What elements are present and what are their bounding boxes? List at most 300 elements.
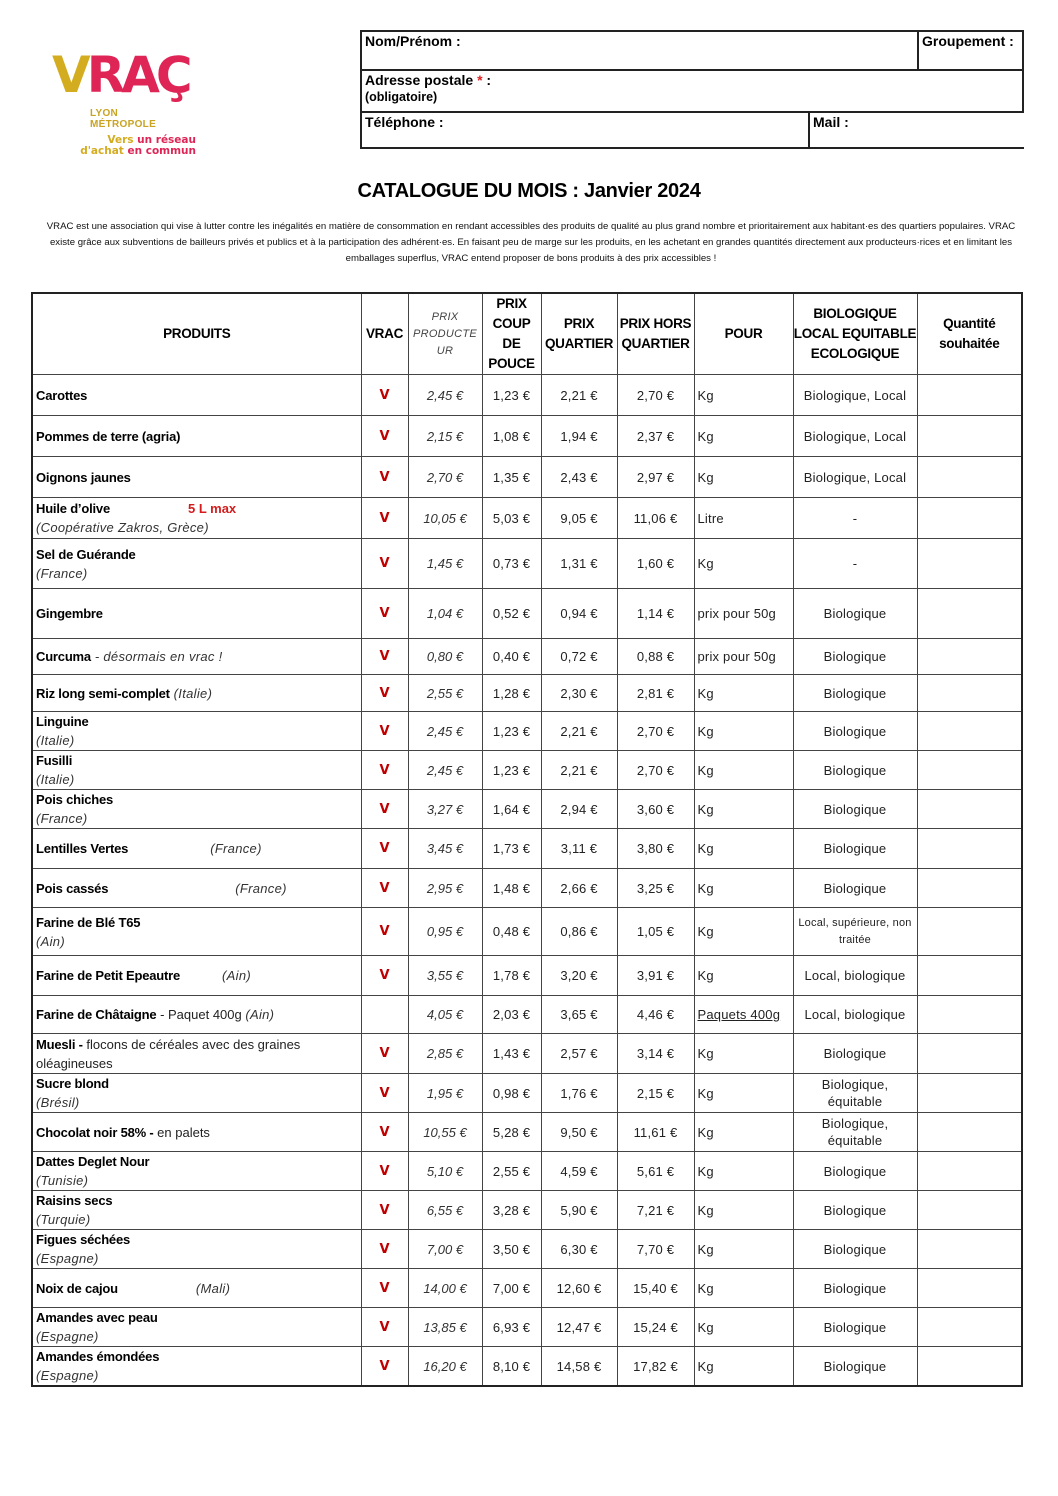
product-origin-inline: (Ain) [222,968,251,983]
prix-quartier: 4,59 € [541,1152,617,1191]
prix-quartier: 2,21 € [541,751,617,790]
product-cell [32,869,361,908]
prix-coup-de-pouce: 0,98 € [482,1074,541,1113]
prix-hors-quartier: 15,40 € [617,1269,694,1308]
product-origin-inline: (France) [210,841,262,856]
product-origin-inline: - désormais en vrac ! [90,649,223,664]
prix-coup-de-pouce: 1,28 € [482,675,541,712]
product-cell [32,1074,361,1113]
product-origin: (Turquie) [36,1212,91,1227]
product-name: Carottes [36,387,88,403]
prix-hors-quartier: 1,05 € [617,908,694,956]
product-name: Sucre blond [36,1076,109,1091]
nom-prenom-field[interactable] [362,32,919,69]
prix-producteur: 2,45 € [408,751,482,790]
product-name: Dattes Deglet Nour [36,1154,150,1169]
unit: Kg [694,751,793,790]
vrac-mark-icon: V [361,1113,408,1152]
product-cell [32,416,361,457]
product-cell [32,375,361,416]
product-labels: Biologique [793,751,917,790]
quantity-input[interactable] [917,1034,1022,1074]
product-cell [32,751,361,790]
unit: Kg [694,1113,793,1152]
prix-producteur: 7,00 € [408,1230,482,1269]
product-origin: (Espagne) [36,1329,99,1344]
header-prix-quartier: PRIX QUARTIER [541,293,617,375]
adresse-label: Adresse postale [365,72,478,88]
vrac-mark-icon: V [361,1269,408,1308]
product-name: Pois cassés [36,880,109,896]
table-row [32,416,1022,457]
product-cell [32,1230,361,1269]
table-row [32,675,1022,712]
prix-quartier: 3,11 € [541,829,617,869]
vrac-mark-icon [361,996,408,1034]
unit: Kg [694,869,793,908]
header-prix-hors-quartier: PRIX HORS QUARTIER [617,293,694,375]
quantity-input[interactable] [917,589,1022,639]
unit: Kg [694,829,793,869]
quantity-input[interactable] [917,416,1022,457]
vrac-mark-icon: V [361,416,408,457]
product-origin-inline: (France) [235,880,287,896]
product-cell [32,498,361,539]
prix-producteur: 2,45 € [408,375,482,416]
prix-producteur: 0,95 € [408,908,482,956]
product-name: Amandes émondées [36,1349,160,1364]
product-labels: Biologique [793,1034,917,1074]
intro-paragraph: VRAC est une association qui vise à lutter contre les inégalités en matière de consommation en rendant accessibles des produits de qualité au plus grand nombre et prioritairement aux habitant·es des quartiers populaires. VRAC existe grâce aux subventions de bailleurs privés et publics et à la participation des adhérent·es. En faisant peu de marge sur les produits, en les achetant en grandes quantités directement aux producteurs·rices et en limitant les emballages superflus, VRAC entend proposer de bons produits à des prix accessibles ! [46,221,1016,264]
vrac-mark-icon: V [361,869,408,908]
table-row [32,790,1022,829]
product-cell [32,457,361,498]
logo-letters-ra: RA [86,46,156,104]
product-cell [32,1347,361,1387]
quantity-input[interactable] [917,1230,1022,1269]
product-labels: Biologique, Local [793,416,917,457]
prix-hors-quartier: 7,70 € [617,1230,694,1269]
product-labels: Biologique, Local [793,375,917,416]
table-row [32,375,1022,416]
vrac-mark-icon: V [361,1230,408,1269]
vrac-mark-icon: V [361,956,408,996]
prix-hors-quartier: 2,81 € [617,675,694,712]
prix-coup-de-pouce: 8,10 € [482,1347,541,1387]
prix-coup-de-pouce: 1,35 € [482,457,541,498]
quantity-input[interactable] [917,751,1022,790]
prix-coup-de-pouce: 2,03 € [482,996,541,1034]
table-row [32,639,1022,675]
vrac-mark-icon: V [361,589,408,639]
prix-coup-de-pouce: 1,23 € [482,712,541,751]
prix-hors-quartier: 3,80 € [617,829,694,869]
quantity-input[interactable] [917,498,1022,539]
product-cell [32,639,361,675]
product-cell [32,956,361,996]
prix-coup-de-pouce: 1,43 € [482,1034,541,1074]
product-cell [32,1113,361,1152]
prix-hors-quartier: 3,14 € [617,1034,694,1074]
table-header-row [32,293,1022,375]
product-cell [32,675,361,712]
table-row [32,869,1022,908]
prix-coup-de-pouce: 5,28 € [482,1113,541,1152]
product-labels: - [793,498,917,539]
quantity-input[interactable] [917,1191,1022,1230]
product-name: Gingembre [36,606,103,621]
vrac-mark-icon: V [361,639,408,675]
prix-hors-quartier: 1,60 € [617,539,694,589]
prix-quartier: 9,50 € [541,1113,617,1152]
prix-producteur: 5,10 € [408,1152,482,1191]
vrac-logo [52,46,202,162]
table-row [32,1230,1022,1269]
prix-producteur: 2,45 € [408,712,482,751]
unit: Kg [694,1152,793,1191]
unit: Kg [694,539,793,589]
table-row [32,829,1022,869]
telephone-field[interactable] [362,113,810,147]
quantity-input[interactable] [917,675,1022,712]
groupement-field[interactable] [919,32,1022,69]
product-name: Chocolat noir 58% - [36,1124,154,1140]
prix-quartier: 14,58 € [541,1347,617,1387]
vrac-mark-icon: V [361,498,408,539]
unit: Kg [694,675,793,712]
product-name: Sel de Guérande [36,546,136,562]
prix-quartier: 5,90 € [541,1191,617,1230]
prix-coup-de-pouce: 5,03 € [482,498,541,539]
prix-coup-de-pouce: 6,93 € [482,1308,541,1347]
product-origin: (Ain) [36,933,65,949]
prix-producteur: 6,55 € [408,1191,482,1230]
unit: Kg [694,1034,793,1074]
prix-producteur: 0,80 € [408,639,482,675]
product-labels: Biologique [793,1308,917,1347]
product-cell [32,1269,361,1308]
prix-producteur: 1,04 € [408,589,482,639]
unit: Kg [694,1074,793,1113]
prix-producteur: 3,55 € [408,956,482,996]
unit: Kg [694,712,793,751]
product-cell [32,1152,361,1191]
logo-lyon: LYON [90,108,119,119]
adresse-colon: : [482,72,492,88]
unit: Kg [694,908,793,956]
catalogue-table [31,292,1023,1387]
product-origin: (Brésil) [36,1095,80,1110]
prix-producteur: 2,85 € [408,1034,482,1074]
product-origin: (Espagne) [36,1251,99,1266]
product-name: Huile d’olive [36,501,110,516]
prix-coup-de-pouce: 1,23 € [482,751,541,790]
prix-coup-de-pouce: 1,78 € [482,956,541,996]
product-name: Muesli - [36,1036,83,1052]
vrac-mark-icon: V [361,908,408,956]
quantity-input[interactable] [917,1113,1022,1152]
logo-letter-v: V [52,46,87,104]
product-origin-inline: (Mali) [195,1280,231,1296]
prix-quartier: 0,94 € [541,589,617,639]
prix-hors-quartier: 11,06 € [617,498,694,539]
prix-quartier: 2,21 € [541,712,617,751]
product-origin: (Tunisie) [36,1173,89,1188]
header-labels: BIOLOGIQUE LOCAL EQUITABLE ECOLOGIQUE [793,293,917,375]
product-labels: Biologique [793,1269,917,1308]
quantity-input[interactable] [917,457,1022,498]
prix-producteur: 10,05 € [408,498,482,539]
prix-quartier: 0,86 € [541,908,617,956]
prix-hors-quartier: 2,70 € [617,712,694,751]
prix-coup-de-pouce: 0,73 € [482,539,541,589]
unit: Kg [694,790,793,829]
table-row [32,1113,1022,1152]
product-labels: Biologique [793,1347,917,1387]
table-row [32,1308,1022,1347]
prix-quartier: 1,76 € [541,1074,617,1113]
vrac-mark-icon: V [361,1152,408,1191]
unit: Kg [694,1269,793,1308]
quantity-input[interactable] [917,829,1022,869]
quantity-input[interactable] [917,956,1022,996]
prix-quartier: 9,05 € [541,498,617,539]
header-vrac: VRAC [361,293,408,375]
form-row-contact [360,113,1024,149]
quantity-input[interactable] [917,790,1022,829]
unit: Paquets 400g [694,996,793,1034]
product-labels: Biologique [793,639,917,675]
quantity-input[interactable] [917,1074,1022,1113]
prix-coup-de-pouce: 0,40 € [482,639,541,675]
prix-quartier: 2,66 € [541,869,617,908]
form-row-address [360,71,1024,113]
unit: Kg [694,956,793,996]
prix-hors-quartier: 3,25 € [617,869,694,908]
table-row [32,589,1022,639]
product-labels: Biologique, équitable [793,1074,917,1113]
product-labels: Biologique [793,712,917,751]
product-name: Pois chiches [36,792,114,807]
prix-producteur: 13,85 € [408,1308,482,1347]
vrac-mark-icon: V [361,712,408,751]
prix-hors-quartier: 2,97 € [617,457,694,498]
prix-quartier: 2,94 € [541,790,617,829]
table-row [32,908,1022,956]
quantity-input[interactable] [917,1347,1022,1387]
logo-letter-c: Ç [155,46,189,104]
quantity-input[interactable] [917,869,1022,908]
product-cell [32,1191,361,1230]
prix-producteur: 3,45 € [408,829,482,869]
tagline-part: Vers [107,134,138,146]
adresse-required-note: (obligatoire) [365,90,438,104]
table-row [32,1074,1022,1113]
prix-quartier: 2,30 € [541,675,617,712]
vrac-mark-icon: V [361,1347,408,1387]
vrac-mark-icon: V [361,1191,408,1230]
unit: Kg [694,1191,793,1230]
prix-coup-de-pouce: 1,08 € [482,416,541,457]
prix-coup-de-pouce: 3,50 € [482,1230,541,1269]
prix-producteur: 3,27 € [408,790,482,829]
prix-hors-quartier: 3,60 € [617,790,694,829]
product-labels: Local, biologique [793,996,917,1034]
prix-quartier: 1,31 € [541,539,617,589]
vrac-mark-icon: V [361,375,408,416]
prix-producteur: 4,05 € [408,996,482,1034]
prix-coup-de-pouce: 0,52 € [482,589,541,639]
vrac-mark-icon: V [361,751,408,790]
table-row [32,498,1022,539]
product-labels: Biologique [793,675,917,712]
quantity-input[interactable] [917,639,1022,675]
prix-producteur: 2,70 € [408,457,482,498]
prix-quartier: 0,72 € [541,639,617,675]
prix-coup-de-pouce: 0,48 € [482,908,541,956]
vrac-mark-icon: V [361,1034,408,1074]
mail-field[interactable] [810,113,1024,147]
unit: Kg [694,1347,793,1387]
product-labels: Biologique, équitable [793,1113,917,1152]
quantity-input[interactable] [917,908,1022,956]
quantity-input[interactable] [917,375,1022,416]
quantity-input[interactable] [917,1152,1022,1191]
product-cell [32,589,361,639]
quantity-input[interactable] [917,1269,1022,1308]
vrac-mark-icon: V [361,1074,408,1113]
product-name: Noix de cajou [36,1280,118,1296]
quantity-input[interactable] [917,712,1022,751]
table-row [32,956,1022,996]
prix-quartier: 12,47 € [541,1308,617,1347]
mail-label: Mail : [813,114,849,130]
prix-coup-de-pouce: 7,00 € [482,1269,541,1308]
prix-hors-quartier: 2,37 € [617,416,694,457]
quantity-input[interactable] [917,539,1022,589]
product-origin: (France) [36,811,88,826]
product-cell [32,1308,361,1347]
prix-coup-de-pouce: 2,55 € [482,1152,541,1191]
product-cell [32,790,361,829]
product-labels: Biologique [793,829,917,869]
prix-coup-de-pouce: 1,73 € [482,829,541,869]
product-origin: (Italie) [36,733,75,748]
logo-subtitle [90,108,156,130]
product-cell [32,996,361,1034]
prix-producteur: 2,15 € [408,416,482,457]
product-origin: (Italie) [36,772,75,787]
customer-info-form [360,30,1024,149]
logo-tagline [52,135,196,157]
product-origin-inline: (Ain) [245,1007,275,1022]
quantity-input[interactable] [917,996,1022,1034]
tagline-part: d'achat [80,145,128,157]
unit: Litre [694,498,793,539]
product-limit-note: 5 L max [187,501,237,516]
product-name: Pommes de terre (agria) [36,428,181,444]
prix-hors-quartier: 2,70 € [617,751,694,790]
prix-producteur: 2,55 € [408,675,482,712]
table-row [32,1152,1022,1191]
telephone-label: Téléphone : [365,114,444,130]
table-row [32,457,1022,498]
product-name: Oignons jaunes [36,469,131,485]
prix-hors-quartier: 11,61 € [617,1113,694,1152]
product-labels: Local, biologique [793,956,917,996]
quantity-input[interactable] [917,1308,1022,1347]
prix-coup-de-pouce: 1,64 € [482,790,541,829]
table-row [32,1269,1022,1308]
product-origin: (Coopérative Zakros, Grèce) [36,520,209,535]
product-detail: flocons de céréales avec des graines oléagineuses [36,1036,301,1071]
prix-quartier: 3,20 € [541,956,617,996]
prix-quartier: 12,60 € [541,1269,617,1308]
table-row [32,751,1022,790]
prix-quartier: 6,30 € [541,1230,617,1269]
product-cell [32,829,361,869]
prix-producteur: 14,00 € [408,1269,482,1308]
product-labels: Biologique [793,589,917,639]
product-detail: - Paquet 400g [156,1007,246,1022]
product-labels: Biologique [793,790,917,829]
prix-hors-quartier: 4,46 € [617,996,694,1034]
prix-quartier: 1,94 € [541,416,617,457]
tagline-part: en commun [127,145,196,157]
tagline-part: un réseau [137,134,196,146]
product-labels: Biologique [793,869,917,908]
unit: prix pour 50g [694,639,793,675]
vrac-mark-icon: V [361,829,408,869]
header-prix-producteur: PRIX PRODUCTE UR [408,293,482,375]
product-name: Fusilli [36,753,73,768]
logo-wordmark [52,46,189,104]
unit: Kg [694,1230,793,1269]
header-quantite: Quantité souhaitée [917,293,1022,375]
product-cell [32,712,361,751]
product-name: Lentilles Vertes [36,841,129,856]
prix-hors-quartier: 2,70 € [617,375,694,416]
prix-coup-de-pouce: 1,23 € [482,375,541,416]
prix-quartier: 2,21 € [541,375,617,416]
adresse-postale-field[interactable] [362,71,1022,111]
vrac-mark-icon: V [361,790,408,829]
unit: prix pour 50g [694,589,793,639]
product-labels: Biologique, Local [793,457,917,498]
prix-quartier: 3,65 € [541,996,617,1034]
product-name: Linguine [36,714,89,729]
product-labels: Biologique [793,1152,917,1191]
header-produits: PRODUITS [32,293,361,375]
product-cell [32,908,361,956]
prix-hors-quartier: 0,88 € [617,639,694,675]
prix-producteur: 2,95 € [408,869,482,908]
product-detail: en palets [153,1124,210,1140]
required-asterisk: * [477,72,483,88]
vrac-mark-icon: V [361,539,408,589]
product-name: Farine de Châtaigne [36,1007,157,1022]
vrac-mark-icon: V [361,1308,408,1347]
product-name: Figues séchées [36,1232,131,1247]
table-row [32,1347,1022,1387]
prix-hors-quartier: 15,24 € [617,1308,694,1347]
prix-producteur: 10,55 € [408,1113,482,1152]
prix-coup-de-pouce: 3,28 € [482,1191,541,1230]
unit: Kg [694,375,793,416]
unit: Kg [694,457,793,498]
prix-coup-de-pouce: 1,48 € [482,869,541,908]
prix-quartier: 2,57 € [541,1034,617,1074]
